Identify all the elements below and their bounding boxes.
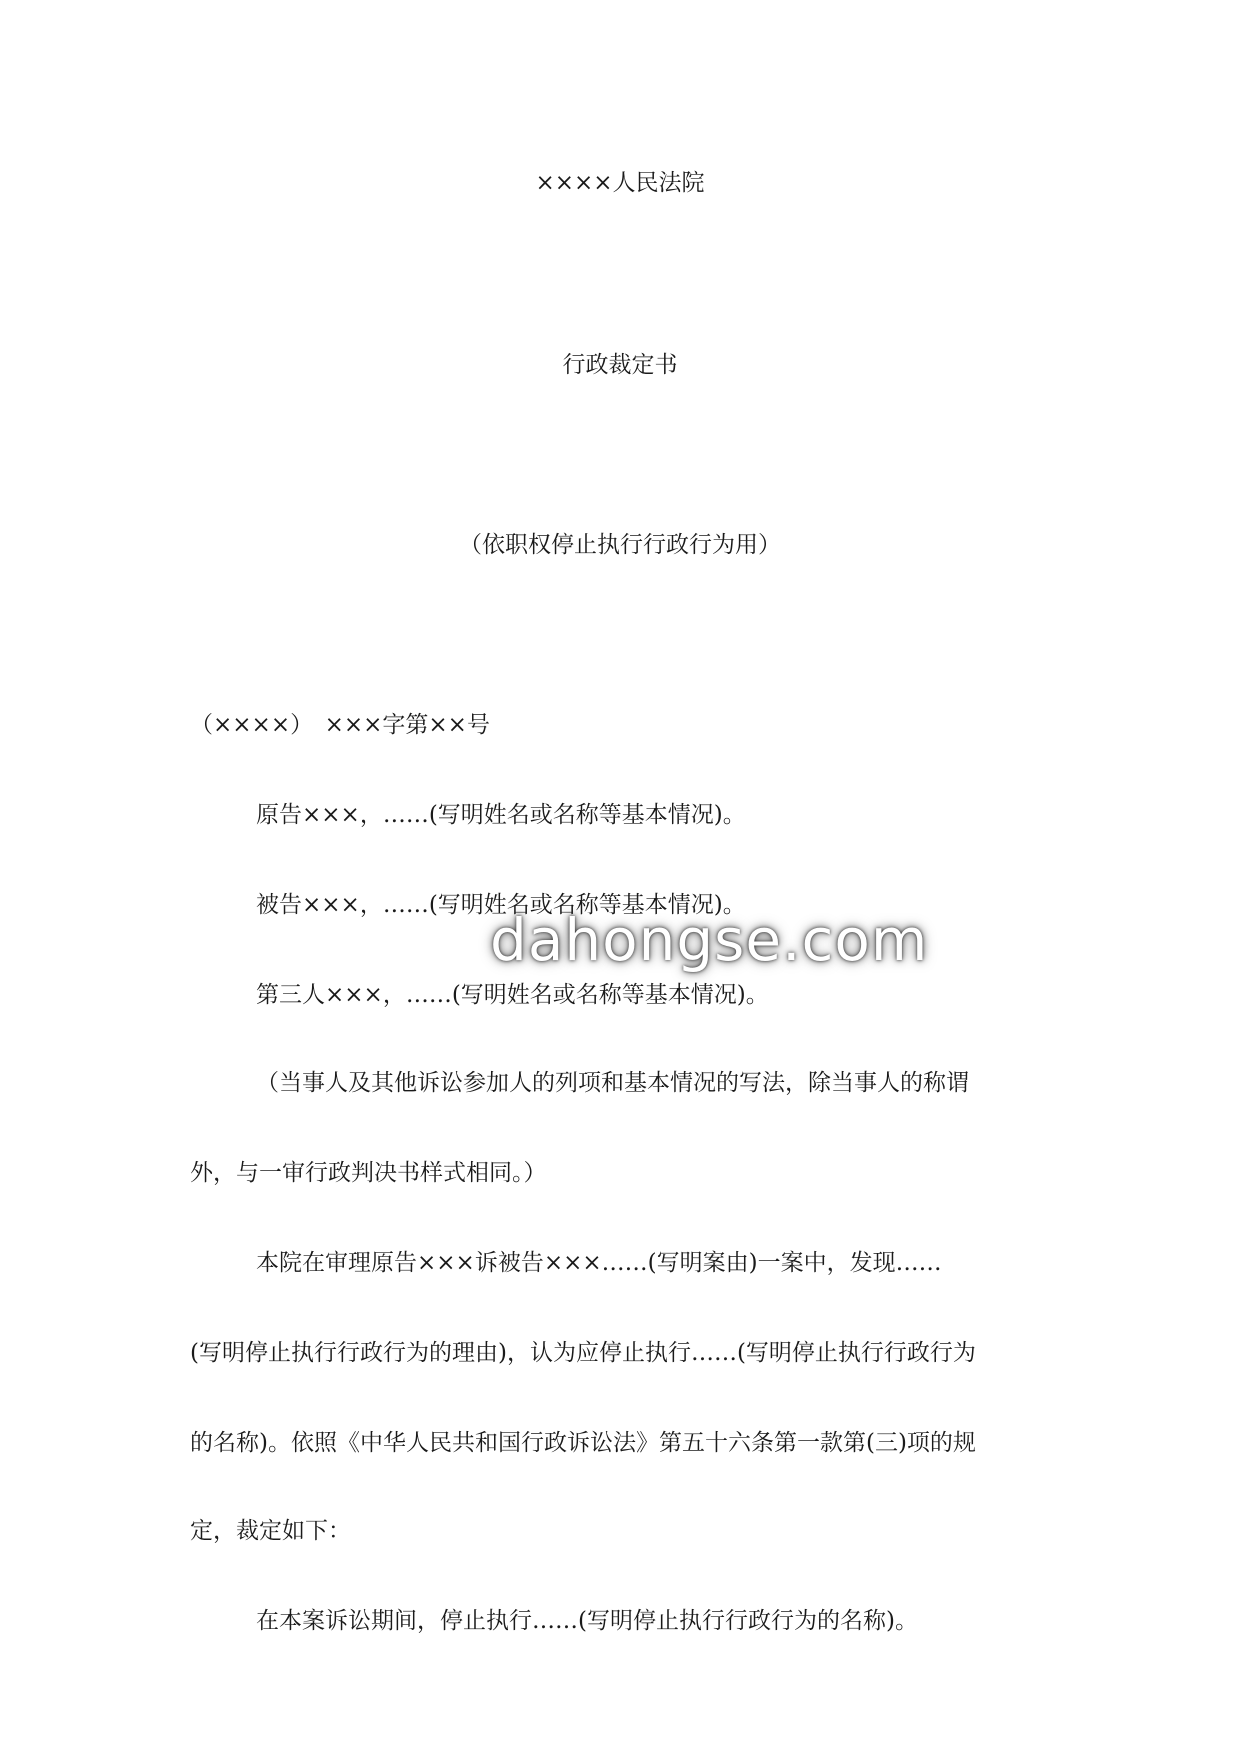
document-title: 行政裁定书 <box>562 352 678 378</box>
plaintiff-line: 原告×××，……(写明姓名或名称等基本情况)。 <box>256 802 746 828</box>
note-line-2: 外，与一审行政判决书样式相同。） <box>190 1160 547 1186</box>
reasoning-line-2: (写明停止执行行政行为的理由)，认为应停止执行……(写明停止执行行政行为 <box>190 1340 976 1366</box>
reasoning-line-1: 本院在审理原告×××诉被告×××……(写明案由)一案中，发现…… <box>256 1250 942 1276</box>
ruling-line: 在本案诉讼期间，停止执行……(写明停止执行行政行为的名称)。 <box>256 1608 918 1634</box>
court-name: ××××人民法院 <box>535 170 705 196</box>
document-subtitle: （依职权停止执行行政行为用） <box>459 532 781 558</box>
defendant-line: 被告×××，……(写明姓名或名称等基本情况)。 <box>256 892 746 918</box>
reasoning-line-4: 定，裁定如下： <box>190 1518 351 1544</box>
case-number: （××××） ×××字第××号 <box>190 712 490 738</box>
note-line-1: （当事人及其他诉讼参加人的列项和基本情况的写法，除当事人的称谓 <box>256 1070 969 1096</box>
third-party-line: 第三人×××，……(写明姓名或名称等基本情况)。 <box>256 982 769 1008</box>
reasoning-line-3: 的名称)。依照《中华人民共和国行政诉讼法》第五十六条第一款第(三)项的规 <box>190 1430 976 1456</box>
watermark: dahongse.com <box>490 906 929 974</box>
